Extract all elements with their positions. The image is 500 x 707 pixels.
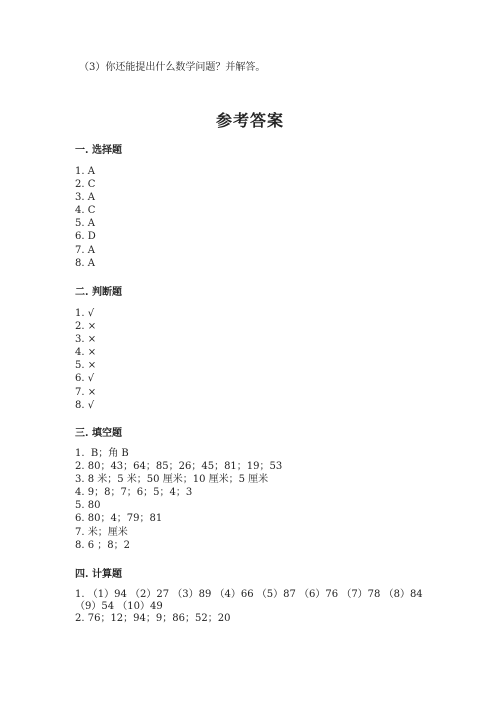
list-item: 4. 9；8；7；6；5；4；3 bbox=[75, 487, 193, 499]
judgement-answers-list bbox=[75, 307, 96, 412]
list-item: 8. A bbox=[75, 257, 95, 269]
section-heading-judgement: 二. 判断题 bbox=[75, 287, 122, 298]
choice-answers-list bbox=[75, 165, 96, 270]
list-item: 3. × bbox=[75, 334, 97, 346]
list-item: 5. 80 bbox=[75, 500, 101, 512]
section-heading-choice: 一. 选择题 bbox=[75, 145, 122, 156]
question-3-prompt: （3）你还能提出什么数学问题？并解答。 bbox=[79, 62, 266, 73]
list-item: 2. C bbox=[75, 179, 96, 191]
list-item: 2. 80；43；64；85；26；45；81；19；53 bbox=[75, 461, 283, 473]
section-heading-fill-in: 三. 填空题 bbox=[75, 428, 122, 439]
list-item: 5. A bbox=[75, 218, 95, 230]
list-item: （9）54 （10）49 bbox=[75, 601, 163, 612]
list-item: 2. × bbox=[75, 321, 97, 333]
list-item: 6. √ bbox=[75, 373, 95, 385]
list-item: 8. √ bbox=[75, 399, 95, 411]
fill-in-answers-list bbox=[75, 447, 282, 552]
list-item: 5. × bbox=[75, 360, 97, 372]
list-item: 1. √ bbox=[75, 308, 95, 319]
list-item: 2. 76；12；94；9；86；52；20 bbox=[75, 613, 231, 624]
page-title: 参考答案 bbox=[215, 111, 284, 130]
list-item: 1. B；角 B bbox=[75, 448, 129, 459]
list-item: 1. （1）94 （2）27 （3）89 （4）66 （5）87 （6）76 （7）78 （8）84 bbox=[75, 589, 423, 600]
list-item: 3. 8 米；5 米；50 厘米；10 厘米；5 厘米 bbox=[75, 474, 269, 486]
section-heading-calculation: 四. 计算题 bbox=[75, 569, 122, 580]
list-item: 7. × bbox=[75, 386, 97, 398]
list-item: 3. A bbox=[75, 192, 95, 204]
list-item: 1. A bbox=[75, 166, 95, 177]
list-item: 4. C bbox=[75, 205, 96, 217]
list-item: 6. 80；4；79；81 bbox=[75, 513, 163, 525]
list-item: 8. 6 ；8；2 bbox=[75, 539, 130, 551]
list-item: 4. × bbox=[75, 347, 97, 359]
list-item: 7. A bbox=[75, 244, 95, 256]
list-item: 7. 米；厘米 bbox=[75, 526, 128, 538]
calculation-answers bbox=[75, 589, 425, 625]
list-item: 6. D bbox=[75, 231, 96, 243]
